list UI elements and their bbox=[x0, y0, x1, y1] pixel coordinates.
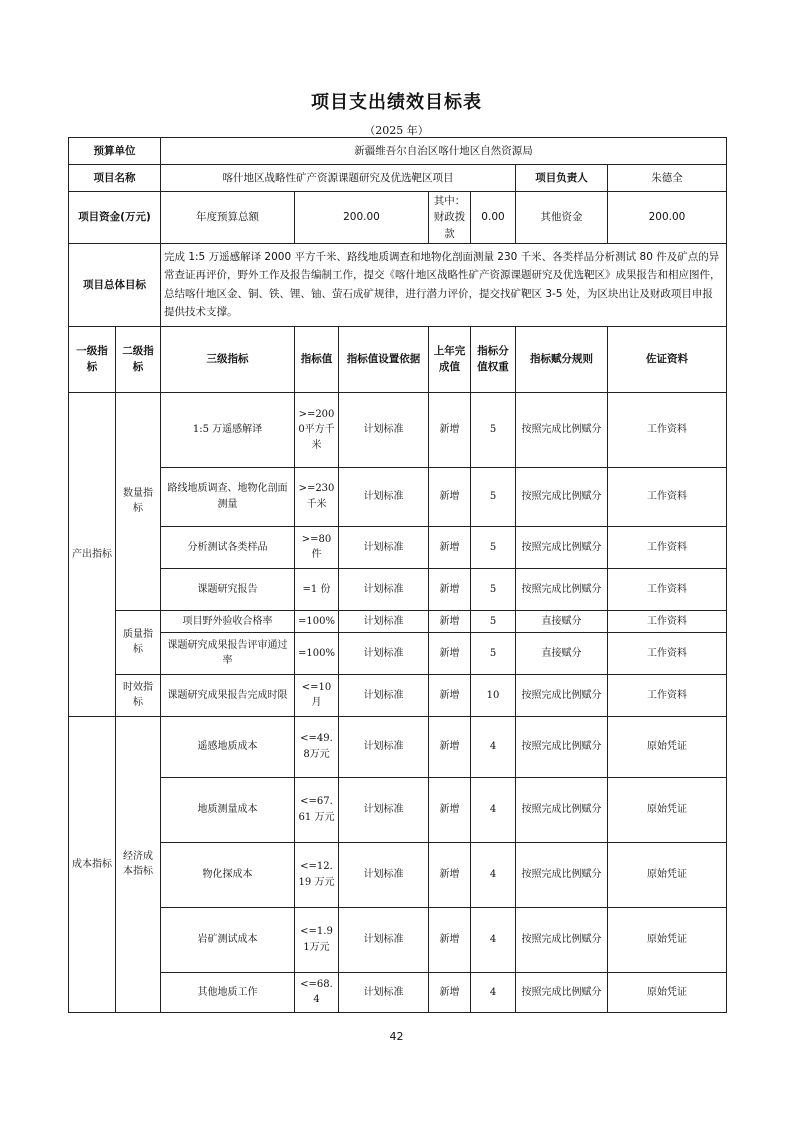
indicator-last: 新增 bbox=[429, 610, 471, 632]
indicator-basis: 计划标准 bbox=[339, 907, 429, 972]
other-funds-value: 200.00 bbox=[608, 192, 727, 244]
group-cost: 成本指标 bbox=[69, 716, 116, 1012]
table-row bbox=[69, 392, 727, 467]
indicator-last: 新增 bbox=[429, 907, 471, 972]
indicator-evidence: 原始凭证 bbox=[608, 972, 727, 1012]
indicator-name: 分析测试各类样品 bbox=[161, 526, 295, 568]
project-leader-label: 项目负责人 bbox=[516, 165, 608, 192]
indicator-weight: 5 bbox=[471, 526, 516, 568]
indicator-rule: 按照完成比例赋分 bbox=[516, 907, 608, 972]
indicator-last: 新增 bbox=[429, 674, 471, 716]
indicator-name: 课题研究成果报告评审通过率 bbox=[161, 632, 295, 674]
indicator-weight: 5 bbox=[471, 610, 516, 632]
project-leader-value: 朱德全 bbox=[608, 165, 727, 192]
indicator-rule: 按照完成比例赋分 bbox=[516, 392, 608, 467]
indicator-weight: 4 bbox=[471, 907, 516, 972]
budget-unit-value: 新疆维吾尔自治区喀什地区自然资源局 bbox=[161, 138, 727, 165]
indicator-name: 其他地质工作 bbox=[161, 972, 295, 1012]
table-row bbox=[69, 526, 727, 568]
page-number: 42 bbox=[389, 1030, 404, 1043]
indicator-basis: 计划标准 bbox=[339, 777, 429, 842]
header-last-year: 上年完成值 bbox=[429, 326, 471, 392]
indicator-weight: 10 bbox=[471, 674, 516, 716]
other-funds-label: 其他资金 bbox=[516, 192, 608, 244]
indicator-basis: 计划标准 bbox=[339, 972, 429, 1012]
indicator-evidence: 原始凭证 bbox=[608, 777, 727, 842]
table-row bbox=[69, 907, 727, 972]
annual-budget-label: 年度预算总额 bbox=[161, 192, 295, 244]
indicator-value: <=68.4 bbox=[295, 972, 339, 1012]
year-label: （2025 年） bbox=[364, 124, 429, 137]
table-row bbox=[69, 777, 727, 842]
indicator-value: <=12.19 万元 bbox=[295, 842, 339, 907]
budget-unit-label: 预算单位 bbox=[69, 138, 161, 165]
indicator-weight: 4 bbox=[471, 842, 516, 907]
table-row bbox=[69, 674, 727, 716]
indicator-name: 岩矿测试成本 bbox=[161, 907, 295, 972]
indicator-rule: 按照完成比例赋分 bbox=[516, 568, 608, 610]
group-quality: 质量指标 bbox=[116, 610, 161, 674]
table-row bbox=[69, 716, 727, 777]
indicator-evidence: 原始凭证 bbox=[608, 842, 727, 907]
project-name-value: 喀什地区战略性矿产资源课题研究及优选靶区项目 bbox=[161, 165, 516, 192]
indicator-weight: 5 bbox=[471, 568, 516, 610]
indicator-rule: 按照完成比例赋分 bbox=[516, 674, 608, 716]
indicator-basis: 计划标准 bbox=[339, 392, 429, 467]
indicator-evidence: 工作资料 bbox=[608, 610, 727, 632]
indicator-basis: 计划标准 bbox=[339, 568, 429, 610]
indicator-value: <=49.8万元 bbox=[295, 716, 339, 777]
indicator-rule: 按照完成比例赋分 bbox=[516, 526, 608, 568]
indicator-value: >=230千米 bbox=[295, 467, 339, 526]
indicator-evidence: 工作资料 bbox=[608, 526, 727, 568]
table-row bbox=[69, 842, 727, 907]
group-economic: 经济成本指标 bbox=[116, 716, 161, 1012]
indicator-evidence: 工作资料 bbox=[608, 674, 727, 716]
indicator-rule: 直接赋分 bbox=[516, 632, 608, 674]
indicator-name: 1:5 万遥感解译 bbox=[161, 392, 295, 467]
indicator-rule: 按照完成比例赋分 bbox=[516, 716, 608, 777]
project-name-row bbox=[69, 165, 727, 192]
indicator-last: 新增 bbox=[429, 777, 471, 842]
header-level1: 一级指标 bbox=[69, 326, 116, 392]
indicator-name: 地质测量成本 bbox=[161, 777, 295, 842]
indicator-weight: 4 bbox=[471, 716, 516, 777]
table-row bbox=[69, 610, 727, 632]
indicator-basis: 计划标准 bbox=[339, 842, 429, 907]
overall-goal-label: 项目总体目标 bbox=[69, 243, 161, 326]
header-level3: 三级指标 bbox=[161, 326, 295, 392]
indicator-name: 课题研究报告 bbox=[161, 568, 295, 610]
indicator-evidence: 原始凭证 bbox=[608, 716, 727, 777]
indicator-rule: 按照完成比例赋分 bbox=[516, 777, 608, 842]
fiscal-funds-label: 其中：财政拨款 bbox=[429, 192, 471, 244]
overall-goal-row bbox=[69, 243, 727, 326]
performance-target-table bbox=[68, 137, 727, 1013]
indicator-weight: 5 bbox=[471, 632, 516, 674]
indicator-weight: 5 bbox=[471, 467, 516, 526]
indicator-evidence: 工作资料 bbox=[608, 392, 727, 467]
indicator-name: 路线地质调查、地物化剖面测量 bbox=[161, 467, 295, 526]
fiscal-funds-value: 0.00 bbox=[471, 192, 516, 244]
indicator-rule: 按照完成比例赋分 bbox=[516, 467, 608, 526]
indicator-last: 新增 bbox=[429, 392, 471, 467]
indicator-name: 项目野外验收合格率 bbox=[161, 610, 295, 632]
project-funds-row bbox=[69, 192, 727, 244]
indicator-value: <=1.91万元 bbox=[295, 907, 339, 972]
indicator-name: 课题研究成果报告完成时限 bbox=[161, 674, 295, 716]
indicator-evidence: 工作资料 bbox=[608, 632, 727, 674]
indicator-value: >=2000平方千米 bbox=[295, 392, 339, 467]
indicator-basis: 计划标准 bbox=[339, 632, 429, 674]
project-name-label: 项目名称 bbox=[69, 165, 161, 192]
indicator-weight: 4 bbox=[471, 972, 516, 1012]
indicator-name: 物化探成本 bbox=[161, 842, 295, 907]
budget-unit-row bbox=[69, 138, 727, 165]
header-evidence: 佐证资料 bbox=[608, 326, 727, 392]
indicator-value: <=67.61 万元 bbox=[295, 777, 339, 842]
page-title: 项目支出绩效目标表 bbox=[311, 92, 482, 113]
header-weight: 指标分值权重 bbox=[471, 326, 516, 392]
indicator-value: =100% bbox=[295, 610, 339, 632]
table-row bbox=[69, 568, 727, 610]
table-row bbox=[69, 972, 727, 1012]
indicator-basis: 计划标准 bbox=[339, 610, 429, 632]
header-value: 指标值 bbox=[295, 326, 339, 392]
indicator-evidence: 工作资料 bbox=[608, 568, 727, 610]
overall-goal-text: 完成 1:5 万遥感解译 2000 平方千米、路线地质调查和地物化剖面测量 230 千米、各类样品分析测试 80 件及矿点的异常查证再评价，野外工作及报告编制工作，提交《喀什地区战略性矿产资源课题研究及优选靶区》成果报告和相应图件，总结喀什地区金、铜、铁、锂、铀、萤石成矿规律，进行潜力评价，提交找矿靶区 3-5 处，为区块出让及财政项目申报提供技术支撑。 bbox=[161, 243, 727, 326]
indicator-evidence: 原始凭证 bbox=[608, 907, 727, 972]
indicator-basis: 计划标准 bbox=[339, 716, 429, 777]
indicator-last: 新增 bbox=[429, 716, 471, 777]
project-funds-label: 项目资金(万元) bbox=[69, 192, 161, 244]
indicator-evidence: 工作资料 bbox=[608, 467, 727, 526]
indicator-weight: 4 bbox=[471, 777, 516, 842]
indicator-value: <=10月 bbox=[295, 674, 339, 716]
indicator-value: =100% bbox=[295, 632, 339, 674]
group-quantity: 数量指标 bbox=[116, 392, 161, 610]
indicator-name: 遥感地质成本 bbox=[161, 716, 295, 777]
indicator-last: 新增 bbox=[429, 467, 471, 526]
indicator-last: 新增 bbox=[429, 526, 471, 568]
indicator-weight: 5 bbox=[471, 392, 516, 467]
indicator-last: 新增 bbox=[429, 972, 471, 1012]
table-row bbox=[69, 632, 727, 674]
header-rule: 指标赋分规则 bbox=[516, 326, 608, 392]
header-basis: 指标值设置依据 bbox=[339, 326, 429, 392]
indicator-basis: 计划标准 bbox=[339, 674, 429, 716]
indicator-basis: 计划标准 bbox=[339, 526, 429, 568]
group-output: 产出指标 bbox=[69, 392, 116, 716]
annual-budget-value: 200.00 bbox=[295, 192, 429, 244]
indicator-value: >=80件 bbox=[295, 526, 339, 568]
indicator-rule: 按照完成比例赋分 bbox=[516, 972, 608, 1012]
indicator-basis: 计划标准 bbox=[339, 467, 429, 526]
indicator-value: =1 份 bbox=[295, 568, 339, 610]
indicator-last: 新增 bbox=[429, 842, 471, 907]
indicator-last: 新增 bbox=[429, 568, 471, 610]
indicator-rule: 按照完成比例赋分 bbox=[516, 842, 608, 907]
indicator-rule: 直接赋分 bbox=[516, 610, 608, 632]
group-timeliness: 时效指标 bbox=[116, 674, 161, 716]
header-level2: 二级指标 bbox=[116, 326, 161, 392]
indicator-header-row bbox=[69, 326, 727, 392]
table-row bbox=[69, 467, 727, 526]
indicator-last: 新增 bbox=[429, 632, 471, 674]
